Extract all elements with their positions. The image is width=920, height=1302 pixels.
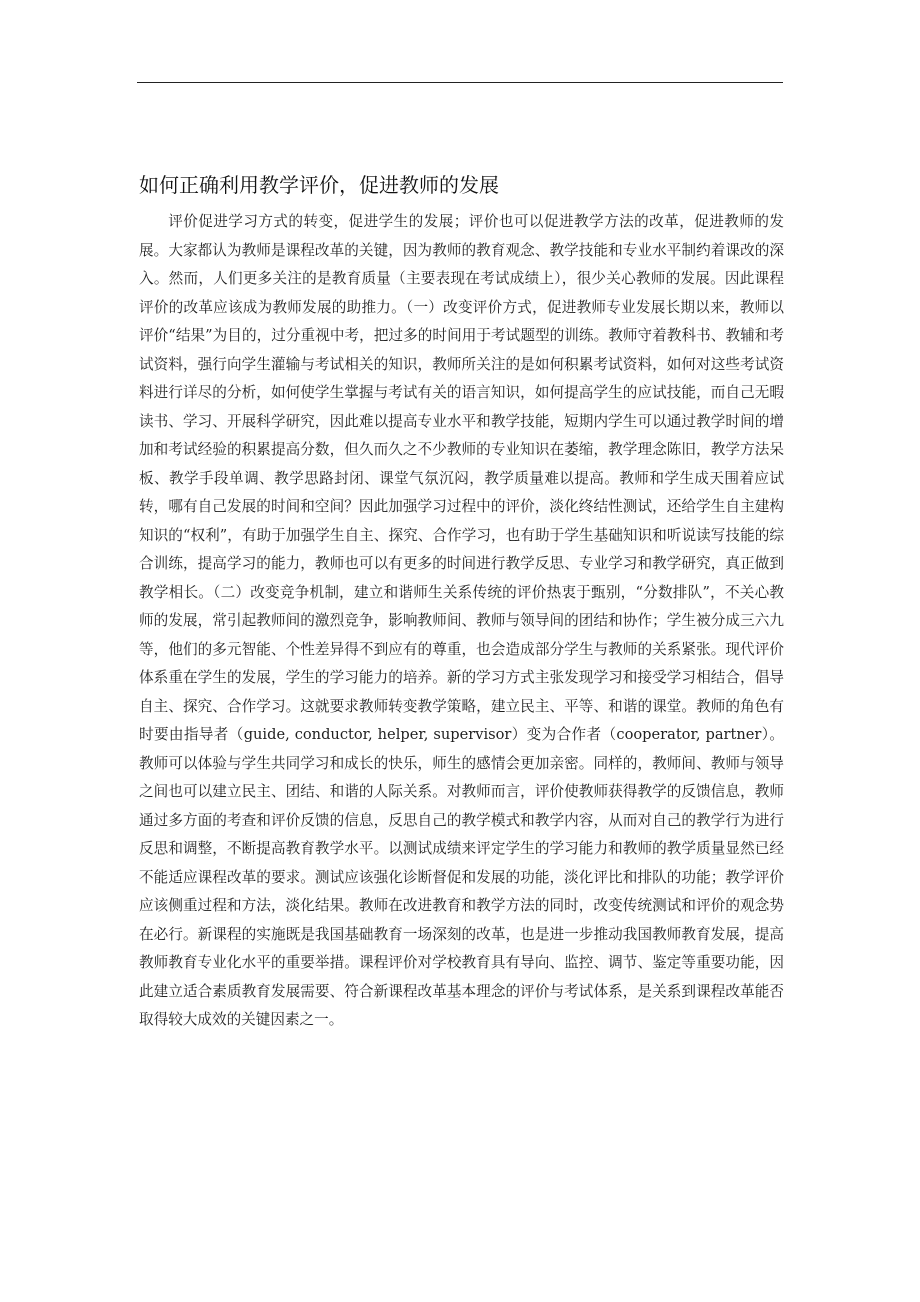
document-title: 如何正确利用教学评价，促进教师的发展 — [139, 173, 499, 197]
header-rule — [137, 82, 783, 83]
document-body: 评价促进学习方式的转变，促进学生的发展；评价也可以促进教学方法的改革，促进教师的发展。大家都认为教师是课程改革的关键，因为教师的教育观念、教学技能和专业水平制约着课改的深入。然而，人们更多关注的是教育质量（主要表现在考试成绩上），很少关心教师的发展。因此课程评价的改革应该成为教师发展的助推力。（一）改变评价方式，促进教师专业发展长期以来，教师以评价“结果”为目的，过分重视中考，把过多的时间用于考试题型的训练。教师守着教科书、教辅和考试资料，强行向学生灌输与考试相关的知识，教师所关注的是如何积累考试资料，如何对这些考试资料进行详尽的分析，如何使学生掌握与考试有关的语言知识，如何提高学生的应试技能，而自己无暇读书、学习、开展科学研究，因此难以提高专业水平和教学技能，短期内学生可以通过教学时间的增加和考试经验的积累提高分数，但久而久之不少教师的专业知识在萎缩，教学理念陈旧，教学方法呆板、教学手段单调、教学思路封闭、课堂气氛沉闷，教学质量难以提高。教师和学生成天围着应试转，哪有自己发展的时间和空间？因此加强学习过程中的评价，淡化终结性测试，还给学生自主建构知识的“权利”，有助于加强学生自主、探究、合作学习，也有助于学生基础知识和听说读写技能的综合训练，提高学习的能力，教师也可以有更多的时间进行教学反思、专业学习和教学研究，真正做到教学相长。（二）改变竞争机制，建立和谐师生关系传统的评价热衷于甄别，“分数排队”，不关心教师的发展，常引起教师间的激烈竞争，影响教师间、教师与领导间的团结和协作；学生被分成三六九等，他们的多元智能、个性差异得不到应有的尊重，也会造成部分学生与教师的关系紧张。现代评价体系重在学生的发展，学生的学习能力的培养。新的学习方式主张发现学习和接受学习相结合，倡导自主、探究、合作学习。这就要求教师转变教学策略，建立民主、平等、和谐的课堂。教师的角色有时要由指导者（guide, conductor, helper, supervisor）变为合作者（cooperator, partner）。教师可以体验与学生共同学习和成长的快乐，师生的感情会更加亲密。同样的，教师间、教师与领导之间也可以建立民主、团结、和谐的人际关系。对教师而言，评价使教师获得教学的反馈信息，教师通过多方面的考查和评价反馈的信息，反思自己的教学模式和教学内容，从而对自己的教学行为进行反思和调整，不断提高教育教学水平。以测试成绩来评定学生的学习能力和教师的教学质量显然已经不能适应课程改革的要求。测试应该强化诊断督促和发展的功能，淡化评比和排队的功能；教学评价应该侧重过程和方法，淡化结果。教师在改进教育和教学方法的同时，改变传统测试和评价的观念势在必行。新课程的实施既是我国基础教育一场深刻的改革，也是进一步推动我国教师教育发展，提高教师教育专业化水平的重要举措。课程评价对学校教育具有导向、监控、调节、鉴定等重要功能，因此建立适合素质教育发展需要、符合新课程改革基本理念的评价与考试体系，是关系到课程改革能否取得较大成效的关键因素之一。 — [139, 213, 784, 1028]
